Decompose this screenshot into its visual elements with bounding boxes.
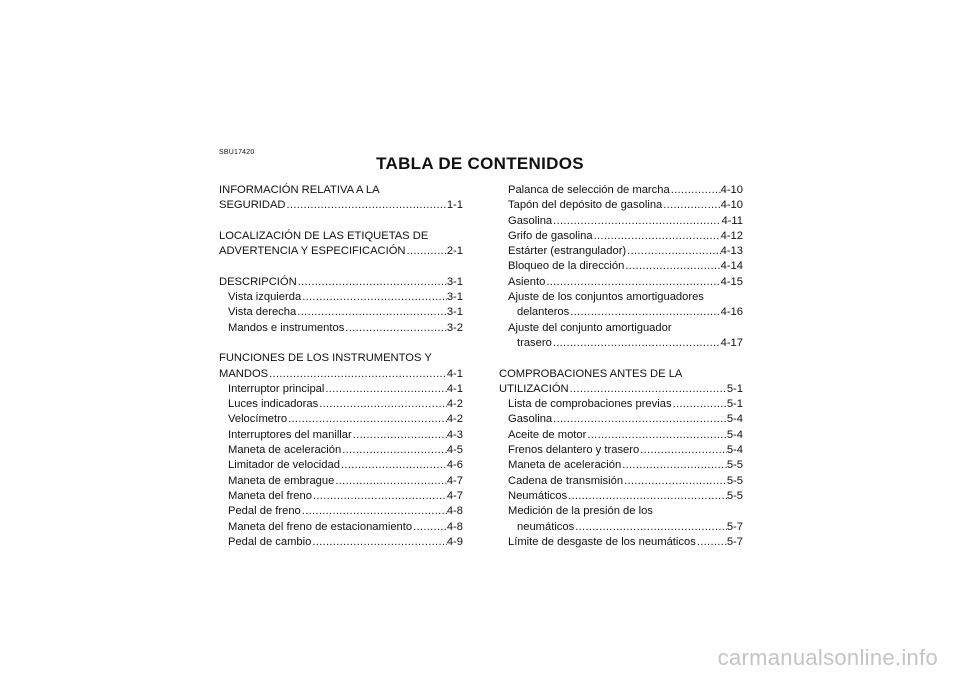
toc-page-number: 4-2 bbox=[446, 413, 463, 426]
toc-line bbox=[499, 397, 743, 412]
toc-item bbox=[219, 474, 463, 489]
toc-item bbox=[219, 290, 463, 305]
toc-line bbox=[499, 198, 743, 213]
toc-line bbox=[219, 244, 463, 259]
watermark: carmanualsonline.info bbox=[717, 645, 938, 670]
toc-item bbox=[499, 443, 743, 458]
toc-line bbox=[499, 489, 743, 504]
toc-line bbox=[219, 520, 463, 535]
toc-item bbox=[219, 489, 463, 504]
toc-entry-text: Gasolina bbox=[508, 413, 553, 426]
toc-item bbox=[499, 489, 743, 504]
toc-page-number: 5-1 bbox=[726, 382, 743, 395]
toc-page-number: 4-10 bbox=[720, 184, 743, 196]
toc-entry-text: Medición de la presión de los bbox=[508, 505, 653, 518]
dot-leader bbox=[268, 367, 447, 382]
dot-leader bbox=[639, 443, 727, 458]
toc-line bbox=[219, 305, 463, 320]
toc-page-number: 5-5 bbox=[726, 474, 743, 487]
toc-item bbox=[219, 535, 463, 550]
toc-item bbox=[219, 412, 463, 427]
toc-entry-text: UTILIZACIÓN bbox=[499, 382, 569, 395]
toc-page-number: 4-1 bbox=[446, 382, 463, 395]
toc-line bbox=[219, 474, 463, 489]
toc-item bbox=[219, 458, 463, 473]
dot-leader bbox=[662, 198, 720, 213]
dot-leader bbox=[296, 305, 447, 320]
toc-line bbox=[219, 351, 463, 366]
toc-line bbox=[499, 275, 743, 290]
toc-item bbox=[499, 412, 743, 427]
toc-item bbox=[219, 382, 463, 397]
toc-entry-text: Interruptores del manillar bbox=[228, 428, 352, 441]
toc-left-column bbox=[219, 183, 463, 550]
dot-leader bbox=[352, 428, 447, 443]
dot-leader bbox=[624, 259, 720, 274]
dot-leader bbox=[672, 397, 727, 412]
toc-page-number: 1-1 bbox=[446, 199, 463, 212]
toc-page-number: 4-10 bbox=[720, 199, 743, 212]
toc-item bbox=[499, 504, 743, 535]
toc-entry-text: neumáticos bbox=[517, 520, 575, 533]
toc-page-number: 5-5 bbox=[726, 459, 743, 472]
toc-line bbox=[499, 367, 743, 382]
toc-page-number: 3-2 bbox=[446, 321, 463, 334]
toc-entry-text: Vista izquierda bbox=[228, 291, 302, 304]
toc-page-number: 4-3 bbox=[446, 428, 463, 441]
toc-item bbox=[499, 229, 743, 244]
toc-page-number: 4-5 bbox=[446, 444, 463, 457]
dot-leader bbox=[567, 489, 727, 504]
toc-entry-text: FUNCIONES DE LOS INSTRUMENTOS Y bbox=[219, 352, 432, 365]
dot-leader bbox=[286, 198, 447, 213]
toc-line bbox=[219, 412, 463, 427]
toc-item bbox=[499, 244, 743, 259]
toc-page-number: 4-8 bbox=[446, 505, 463, 518]
toc-line bbox=[499, 428, 743, 443]
dot-leader bbox=[623, 474, 727, 489]
toc-line bbox=[219, 290, 463, 305]
toc-entry-text: Grifo de gasolina bbox=[508, 229, 593, 242]
toc-line bbox=[219, 183, 463, 198]
toc-entry-text: Estárter (estrangulador) bbox=[508, 245, 627, 258]
toc-line bbox=[499, 412, 743, 427]
toc-entry-text: Mandos e instrumentos bbox=[228, 321, 345, 334]
toc-page-number: 5-1 bbox=[726, 398, 743, 411]
toc-page-number: 5-7 bbox=[726, 520, 743, 533]
dot-leader bbox=[287, 412, 447, 427]
toc-entry-text: LOCALIZACIÓN DE LAS ETIQUETAS DE bbox=[219, 229, 429, 242]
toc-line bbox=[499, 382, 743, 397]
toc-item bbox=[499, 474, 743, 489]
toc-page-number: 4-9 bbox=[446, 535, 463, 548]
toc-entry-text: Ajuste de los conjuntos amortiguadores bbox=[508, 291, 704, 304]
toc-line bbox=[219, 428, 463, 443]
toc-line bbox=[219, 198, 463, 213]
toc-entry-text: Interruptor principal bbox=[228, 382, 325, 395]
toc-page-number: 4-17 bbox=[720, 336, 743, 349]
toc-line bbox=[499, 443, 743, 458]
toc-page-number: 4-6 bbox=[446, 459, 463, 472]
toc-item bbox=[219, 504, 463, 519]
dot-leader bbox=[552, 336, 721, 351]
toc-line bbox=[499, 290, 743, 305]
toc-entry-text: Pedal de cambio bbox=[228, 535, 312, 548]
toc-item bbox=[499, 428, 743, 443]
toc-line bbox=[499, 504, 743, 519]
toc-item bbox=[219, 443, 463, 458]
toc-line bbox=[219, 458, 463, 473]
toc-line bbox=[499, 474, 743, 489]
dot-leader bbox=[301, 290, 447, 305]
toc-entry-text: Palanca de selección de marcha bbox=[508, 184, 670, 196]
toc-entry-text: DESCRIPCIÓN bbox=[219, 275, 297, 288]
page-title: TABLA DE CONTENIDOS bbox=[376, 154, 584, 173]
toc-entry-text: SEGURIDAD bbox=[219, 199, 286, 212]
toc-line bbox=[219, 489, 463, 504]
toc-item bbox=[499, 458, 743, 473]
toc-entry-text: Maneta del freno bbox=[228, 489, 312, 502]
toc-line bbox=[219, 275, 463, 290]
toc-page-number: 4-2 bbox=[446, 398, 463, 411]
toc-page-number: 4-1 bbox=[446, 367, 463, 380]
toc-section bbox=[499, 367, 743, 398]
dot-leader bbox=[406, 244, 447, 259]
toc-line bbox=[499, 520, 743, 535]
toc-item bbox=[219, 305, 463, 320]
toc-line bbox=[499, 458, 743, 473]
toc-line bbox=[219, 229, 463, 244]
toc-item bbox=[499, 183, 743, 198]
toc-entry-text: Neumáticos bbox=[508, 489, 568, 502]
dot-leader bbox=[621, 458, 727, 473]
dot-leader bbox=[340, 458, 447, 473]
toc-entry-text: Gasolina bbox=[508, 214, 553, 227]
toc-entry-text: Cadena de transmisión bbox=[508, 474, 624, 487]
toc-item bbox=[499, 275, 743, 290]
toc-page-number: 5-5 bbox=[726, 489, 743, 502]
toc-entry-text: Ajuste del conjunto amortiguador bbox=[508, 321, 672, 334]
toc-page-number: 3-1 bbox=[446, 306, 463, 319]
toc-line bbox=[499, 535, 743, 550]
dot-leader bbox=[318, 397, 447, 412]
toc-entry-text: trasero bbox=[517, 336, 552, 349]
toc-page-number: 4-12 bbox=[720, 229, 743, 242]
dot-leader bbox=[334, 474, 446, 489]
toc-item bbox=[499, 259, 743, 274]
toc-entry-text: COMPROBACIONES ANTES DE LA bbox=[499, 367, 683, 380]
dot-leader bbox=[301, 504, 447, 519]
toc-item bbox=[219, 428, 463, 443]
dot-leader bbox=[297, 275, 447, 290]
toc-page-number: 4-11 bbox=[721, 214, 743, 227]
dot-leader bbox=[552, 412, 727, 427]
toc-page-number: 5-4 bbox=[726, 413, 743, 426]
toc-entry-text: Bloqueo de la dirección bbox=[508, 260, 625, 273]
toc-page-number: 5-4 bbox=[726, 428, 743, 441]
toc-item bbox=[499, 198, 743, 213]
toc-entry-text: Maneta de aceleración bbox=[228, 444, 342, 457]
toc-line bbox=[219, 382, 463, 397]
toc-entry-text: Tapón del depósito de gasolina bbox=[508, 199, 663, 212]
toc-entry-text: INFORMACIÓN RELATIVA A LA bbox=[219, 184, 380, 196]
toc-line bbox=[219, 535, 463, 550]
toc-entry-text: delanteros bbox=[517, 306, 570, 319]
toc-line bbox=[219, 504, 463, 519]
toc-item bbox=[499, 397, 743, 412]
toc-page-number: 4-7 bbox=[446, 489, 463, 502]
toc-entry-text: Maneta de aceleración bbox=[508, 459, 622, 472]
toc-entry-text: Pedal de freno bbox=[228, 505, 301, 518]
dot-leader bbox=[344, 321, 447, 336]
toc-entry-text: Maneta de embrague bbox=[228, 474, 335, 487]
toc-line bbox=[499, 259, 743, 274]
dot-leader bbox=[552, 214, 721, 229]
toc-entry-text: ADVERTENCIA Y ESPECIFICACIÓN bbox=[219, 245, 406, 258]
toc-page-number: 2-1 bbox=[446, 245, 463, 258]
toc-page-number: 4-15 bbox=[720, 275, 743, 288]
toc-entry-text: Asiento bbox=[508, 275, 546, 288]
toc-item bbox=[499, 321, 743, 352]
toc-item bbox=[219, 321, 463, 336]
toc-entry-text: MANDOS bbox=[219, 367, 269, 380]
toc-item bbox=[219, 520, 463, 535]
toc-page-number: 4-7 bbox=[446, 474, 463, 487]
toc-page-number: 4-16 bbox=[720, 306, 743, 319]
toc-section bbox=[219, 183, 463, 214]
toc-entry-text: Vista derecha bbox=[228, 306, 297, 319]
toc-line bbox=[219, 397, 463, 412]
toc-line bbox=[219, 367, 463, 382]
dot-leader bbox=[312, 489, 447, 504]
dot-leader bbox=[696, 535, 727, 550]
dot-leader bbox=[412, 520, 447, 535]
toc-page-number: 5-7 bbox=[726, 535, 743, 548]
toc-page-number: 4-13 bbox=[720, 245, 743, 258]
toc-line bbox=[499, 336, 743, 351]
toc-entry-text: Velocímetro bbox=[228, 413, 288, 426]
document-code: SBU17420 bbox=[219, 149, 255, 156]
toc-entry-text: Lista de comprobaciones previas bbox=[508, 398, 672, 411]
toc-line bbox=[499, 183, 743, 198]
dot-leader bbox=[545, 275, 720, 290]
dot-leader bbox=[626, 244, 720, 259]
toc-entry-text: Limitador de velocidad bbox=[228, 459, 340, 472]
dot-leader bbox=[593, 229, 721, 244]
toc-line bbox=[499, 244, 743, 259]
toc-right-column bbox=[499, 183, 743, 550]
dot-leader bbox=[324, 382, 446, 397]
toc-section bbox=[219, 275, 463, 290]
dot-leader bbox=[670, 183, 721, 198]
toc-entry-text: Maneta del freno de estacionamiento bbox=[228, 520, 413, 533]
dot-leader bbox=[586, 428, 726, 443]
toc-item bbox=[499, 290, 743, 321]
toc-line bbox=[499, 214, 743, 229]
toc-item bbox=[219, 397, 463, 412]
toc-page-number: 3-1 bbox=[446, 291, 463, 304]
toc-section bbox=[219, 229, 463, 260]
toc-line bbox=[499, 321, 743, 336]
toc-section bbox=[219, 351, 463, 382]
dot-leader bbox=[574, 520, 727, 535]
toc-entry-text: Frenos delantero y trasero bbox=[508, 444, 640, 457]
toc-entry-text: Luces indicadoras bbox=[228, 398, 319, 411]
dot-leader bbox=[569, 305, 720, 320]
toc-line bbox=[219, 321, 463, 336]
toc-item bbox=[499, 535, 743, 550]
dot-leader bbox=[311, 535, 446, 550]
toc-line bbox=[499, 305, 743, 320]
toc-line bbox=[499, 229, 743, 244]
toc-item bbox=[499, 214, 743, 229]
toc-line bbox=[219, 443, 463, 458]
toc-entry-text: Aceite de motor bbox=[508, 428, 587, 441]
toc-page-number: 4-8 bbox=[446, 520, 463, 533]
dot-leader bbox=[569, 382, 727, 397]
toc-entry-text: Límite de desgaste de los neumáticos bbox=[508, 535, 696, 548]
toc-page-number: 5-4 bbox=[726, 444, 743, 457]
toc-page-number: 3-1 bbox=[446, 275, 463, 288]
toc-page-number: 4-14 bbox=[720, 260, 743, 273]
dot-leader bbox=[341, 443, 447, 458]
